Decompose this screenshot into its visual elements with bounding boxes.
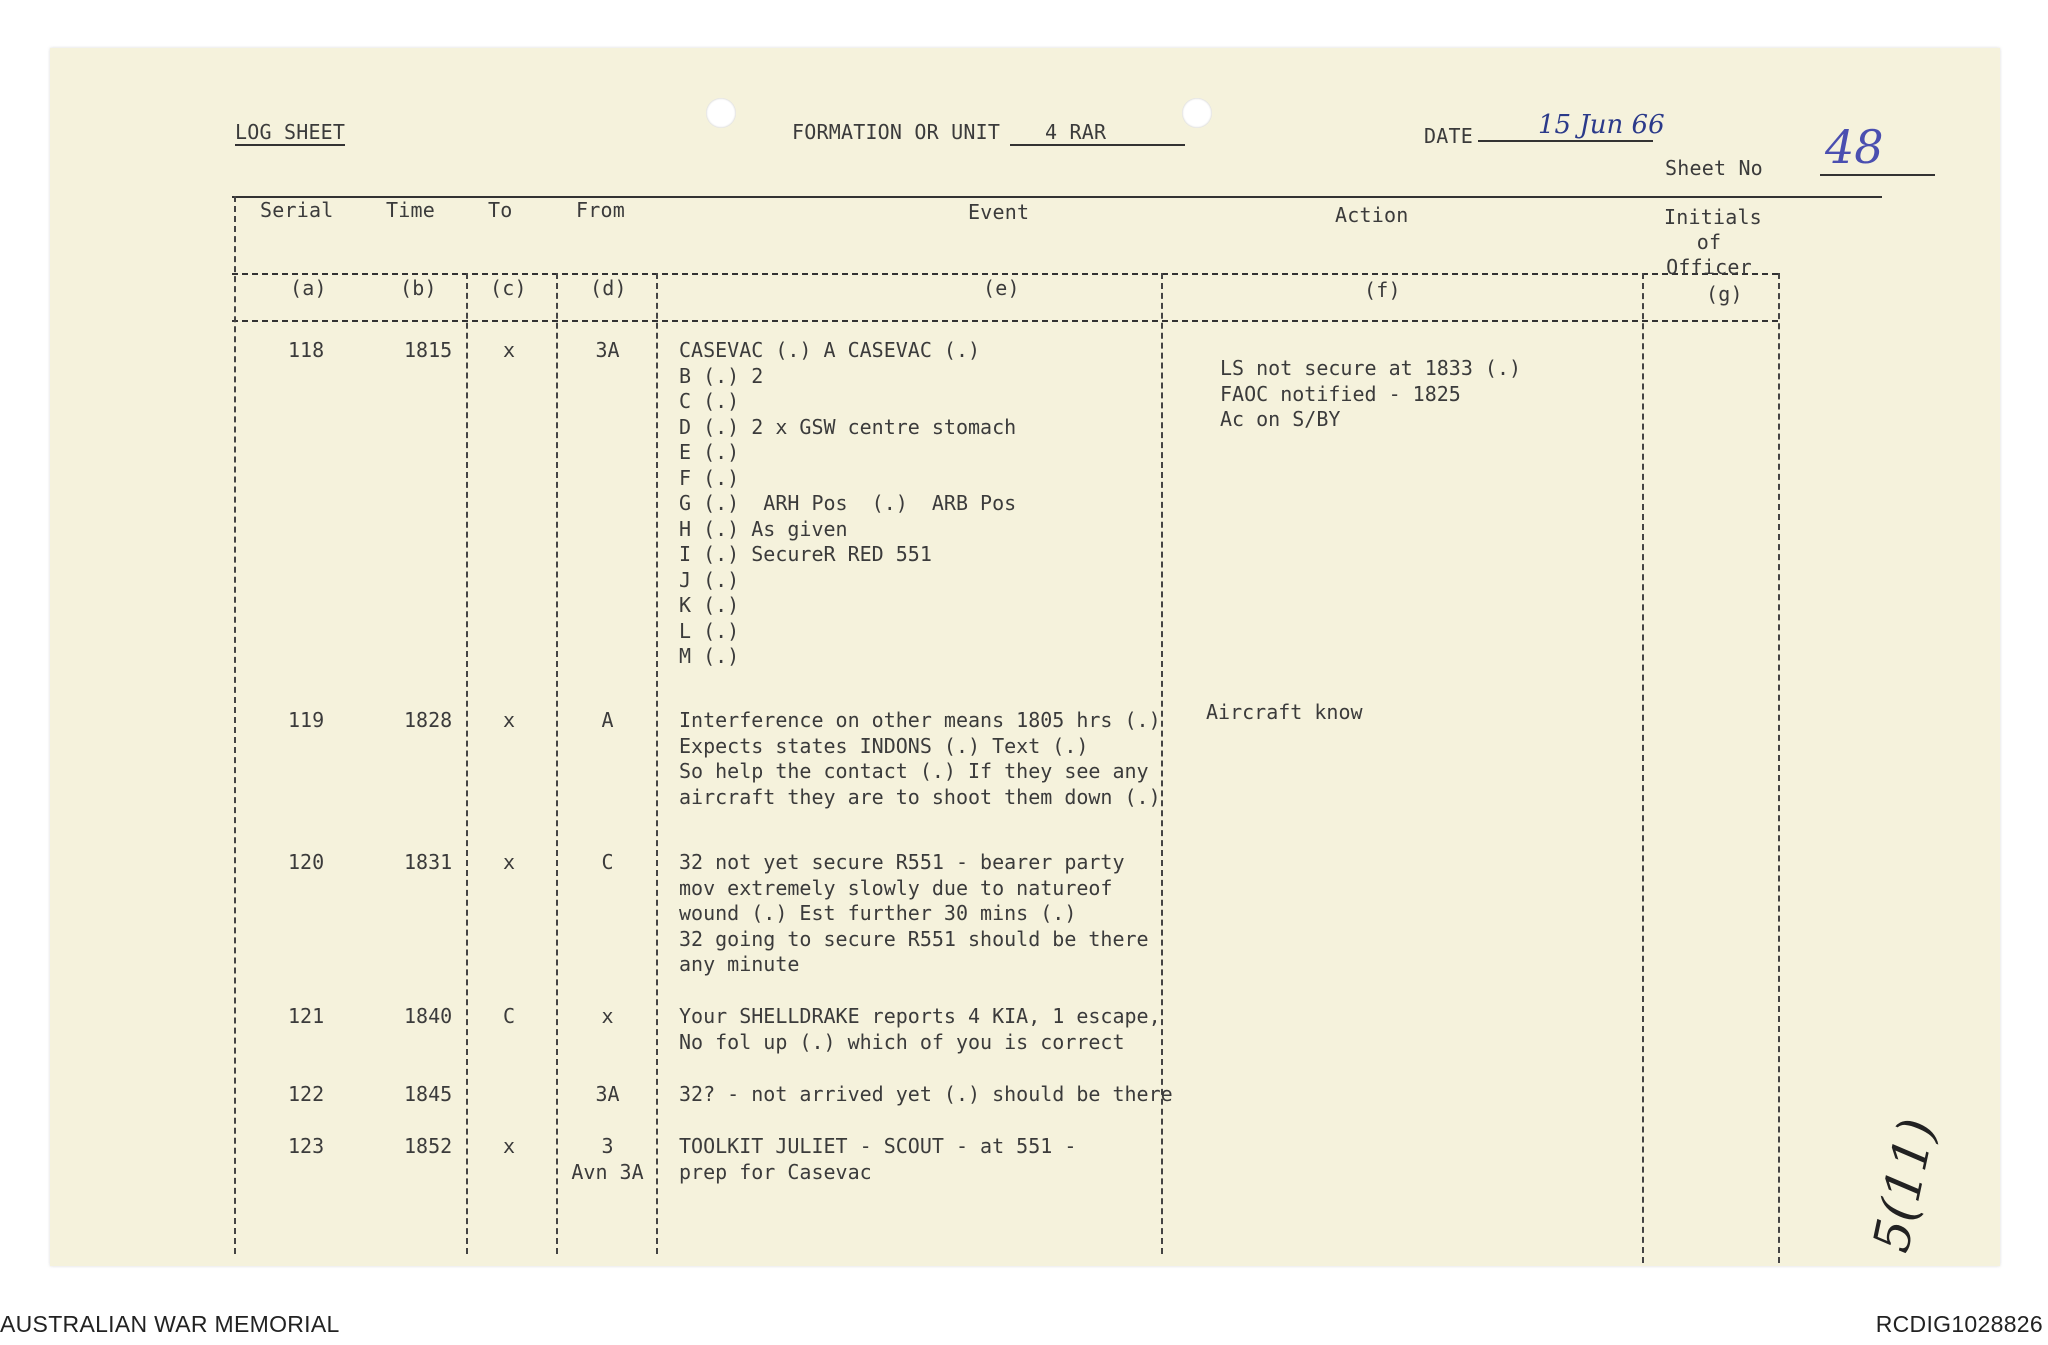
formation-value: 4 RAR xyxy=(1010,120,1185,146)
table-top-rule xyxy=(232,196,1882,198)
column-rule xyxy=(234,196,236,1254)
sheet-label: Sheet No xyxy=(1665,156,1763,180)
row-serial: 118 xyxy=(288,338,325,362)
col-code-a: (a) xyxy=(290,276,327,300)
row-from: 3 Avn 3A xyxy=(571,1134,644,1184)
formation-label: FORMATION OR UNIT xyxy=(792,120,1001,144)
margin-folio-note: 5(11) xyxy=(1862,1113,1947,1258)
row-time: 1840 xyxy=(404,1004,453,1028)
row-event: 32 not yet secure R551 - bearer party mov extremely slowly due to natureof wound (.) Est further 30 mins (.) 32 going to secure R551 should be there any minute xyxy=(679,850,1149,976)
row-from: A xyxy=(601,708,614,732)
row-serial: 123 xyxy=(288,1134,325,1158)
col-header-time: Time xyxy=(386,198,435,222)
column-rule xyxy=(1778,273,1780,1263)
row-event: TOOLKIT JULIET - SCOUT - at 551 - prep for Casevac xyxy=(679,1134,1077,1184)
col-code-c: (c) xyxy=(490,276,527,300)
col-header-initials: Initials of Officer xyxy=(1664,205,1762,279)
row-time: 1831 xyxy=(404,850,453,874)
row-from: x xyxy=(601,1004,614,1028)
row-event: Interference on other means 1805 hrs (.) Expects states INDONS (.) Text (.) So help the contact (.) If they see any aircraft they are to shoot them down (.) xyxy=(679,708,1161,809)
row-from: 3A xyxy=(595,1082,620,1106)
col-code-d: (d) xyxy=(590,276,627,300)
row-event: CASEVAC (.) A CASEVAC (.) B (.) 2 C (.) D (.) 2 x GSW centre stomach E (.) F (.) G (.) ARH Pos (.) ARB Pos H (.) As given I (.) SecureR RED 551 J (.) K (.) L (.) M (.) xyxy=(679,338,1017,668)
row-to: x xyxy=(503,1134,516,1158)
table-code-rule xyxy=(232,320,1778,322)
col-header-action: Action xyxy=(1335,203,1409,227)
row-to: x xyxy=(503,850,516,874)
col-header-event: Event xyxy=(968,200,1030,224)
row-serial: 121 xyxy=(288,1004,325,1028)
col-code-g: (g) xyxy=(1706,282,1743,306)
footer-source: AUSTRALIAN WAR MEMORIAL xyxy=(0,1311,340,1337)
col-code-b: (b) xyxy=(400,276,437,300)
log-sheet-title: LOG SHEET xyxy=(235,120,346,144)
row-serial: 122 xyxy=(288,1082,325,1106)
row-time: 1852 xyxy=(404,1134,453,1158)
punch-hole xyxy=(706,98,736,128)
table-header-rule xyxy=(232,273,1778,275)
row-time: 1845 xyxy=(404,1082,453,1106)
footer-reference: RCDIG1028826 xyxy=(1875,1311,2043,1337)
col-code-f: (f) xyxy=(1364,278,1401,302)
row-action: LS not secure at 1833 (.) FAOC notified - 1825 Ac on S/BY xyxy=(1220,356,1522,431)
col-header-serial: Serial xyxy=(260,198,334,222)
col-header-to: To xyxy=(488,198,513,222)
row-action: Aircraft know xyxy=(1206,700,1363,724)
col-header-from: From xyxy=(576,198,625,222)
row-serial: 119 xyxy=(288,708,325,732)
row-event: Your SHELLDRAKE reports 4 KIA, 1 escape, No fol up (.) which of you is correct xyxy=(679,1004,1161,1054)
column-rule xyxy=(466,273,468,1254)
row-time: 1828 xyxy=(404,708,453,732)
punch-hole xyxy=(1182,98,1212,128)
row-to: C xyxy=(503,1004,516,1028)
row-event: 32? - not arrived yet (.) should be there xyxy=(679,1082,1173,1106)
sheet-number: 48 xyxy=(1820,120,1935,176)
row-from: 3A xyxy=(595,338,620,362)
row-serial: 120 xyxy=(288,850,325,874)
row-time: 1815 xyxy=(404,338,453,362)
date-value: 15 Jun 66 xyxy=(1478,110,1653,142)
row-to: x xyxy=(503,708,516,732)
column-rule xyxy=(1642,273,1644,1263)
row-from: C xyxy=(601,850,614,874)
date-label: DATE xyxy=(1424,124,1473,148)
column-rule xyxy=(656,273,658,1254)
column-rule xyxy=(556,273,558,1254)
row-to: x xyxy=(503,338,516,362)
col-code-e: (e) xyxy=(983,276,1020,300)
